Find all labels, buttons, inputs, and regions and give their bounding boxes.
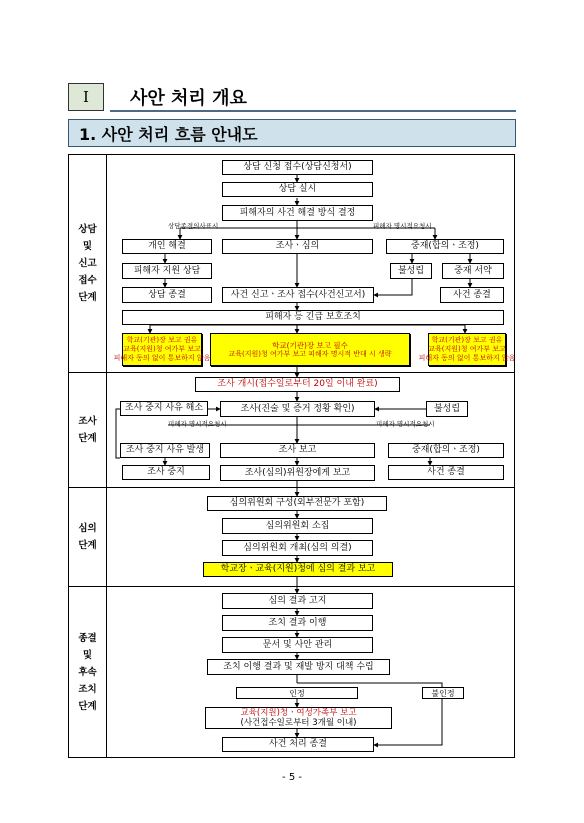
box-text: 심의위원회 개최(심의 의결) bbox=[243, 542, 352, 553]
case-closed-box-2 bbox=[388, 465, 504, 480]
note-line: 교육(지원)청 여가부 보고 피해자 명시적 반대 시 생략 bbox=[228, 349, 392, 358]
not-confirmed-box bbox=[422, 687, 464, 699]
chapter-number: Ⅰ bbox=[68, 83, 104, 111]
box-text: 상담 신청 접수(상담신청서) bbox=[243, 162, 352, 172]
suspension-occur-box bbox=[120, 443, 210, 458]
investigation-deliberation-box bbox=[222, 239, 373, 254]
box-text: 사건 종결 bbox=[453, 289, 491, 300]
consult-box bbox=[222, 182, 373, 197]
box-text: 불성립 bbox=[397, 265, 425, 276]
mediation-box bbox=[386, 239, 504, 254]
mediation-fail-box bbox=[390, 263, 432, 279]
note-line: 교육(지원)청 여가부 보고 bbox=[428, 345, 506, 353]
box-text: 조치 이행 결과 및 재발 방지 대책 수립 bbox=[223, 661, 374, 672]
box-text: 조사 중지 사유 발생 bbox=[125, 445, 205, 455]
page-number: - 5 - bbox=[282, 772, 302, 783]
box-text: 조사 보고 bbox=[278, 445, 317, 455]
note-line: 피해자 동의 없이 통보하지 않음 bbox=[418, 354, 516, 362]
box-text: 상담 실시 bbox=[278, 184, 317, 194]
box-text: 학교장ㆍ교육(지원)청에 심의 결과 보고 bbox=[220, 564, 376, 574]
committee-meeting-box bbox=[222, 540, 373, 556]
note-line: 학교(기관)장 보고 권유 bbox=[431, 336, 503, 344]
stage-text: 조사 단계 bbox=[78, 416, 97, 444]
victim-support-box bbox=[122, 263, 212, 279]
case-completion-box bbox=[222, 737, 374, 752]
investigation-report-box bbox=[220, 443, 375, 458]
confirmed-box bbox=[236, 687, 358, 699]
emergency-protection-box bbox=[122, 310, 504, 325]
box-text: 문서 및 사안 관리 bbox=[262, 639, 333, 650]
consult-request-box bbox=[222, 160, 373, 175]
note-line: 피해자 동의 없이 통보하지 않음 bbox=[113, 354, 211, 362]
consult-closed-box bbox=[122, 287, 212, 303]
box-text: 피해자의 사건 해결 방식 결정 bbox=[239, 207, 356, 218]
note-line: 학교(기관)장 보고 권유 bbox=[126, 336, 198, 344]
deliberation-report-box bbox=[203, 562, 393, 577]
box-text: (사건접수일로부터 3개월 이내) bbox=[240, 718, 357, 728]
ministry-report-box bbox=[205, 707, 392, 729]
box-text: 조사 중지 사유 해소 bbox=[124, 403, 204, 413]
box-text: 피해자 지원 상담 bbox=[133, 265, 201, 276]
note-victim-request-right: 피해자 명시적요청시 bbox=[376, 420, 435, 428]
box-text: 조사 개시(접수일로부터 20일 이내 완료) bbox=[217, 379, 378, 389]
prevention-plan-box bbox=[207, 659, 390, 675]
document-management-box bbox=[222, 637, 373, 653]
box-text: 개인 해결 bbox=[148, 241, 186, 251]
box-text: 사건 신고ㆍ조사 접수(사건신고서) bbox=[230, 289, 366, 300]
box-text: 조사(진술 및 증거 정황 확인) bbox=[240, 403, 355, 414]
box-text: 심의위원회 구성(외부전문가 포함) bbox=[229, 498, 365, 508]
investigation-box bbox=[220, 401, 375, 417]
box-text: 피해자 등 긴급 보호조치 bbox=[265, 312, 361, 322]
case-closed-box bbox=[440, 287, 504, 303]
note-victim-request: 피해자 명시적요청시 bbox=[373, 222, 432, 230]
box-text: 불성립 bbox=[433, 403, 461, 414]
box-text: 불인정 bbox=[431, 688, 455, 698]
individual-resolution-box bbox=[122, 239, 212, 254]
box-text: 교육(지원)청ㆍ여성가족부 보고 bbox=[240, 708, 357, 718]
measure-execution-box bbox=[222, 615, 373, 631]
box-text: 중재(합의ㆍ조정) bbox=[411, 241, 479, 251]
committee-convene-box bbox=[222, 518, 373, 534]
box-text: 사건 종결 bbox=[427, 467, 465, 477]
box-text: 인정 bbox=[289, 688, 305, 698]
note-line: 학교(기관)장 보고 필수 bbox=[272, 340, 348, 350]
mediation-box-2 bbox=[388, 443, 504, 458]
box-text: 사건 처리 종결 bbox=[269, 739, 327, 749]
stage-text: 종결 및 후속 조치 단계 bbox=[78, 632, 97, 712]
box-text: 심의 결과 고지 bbox=[268, 595, 327, 606]
box-text: 심의위원회 소집 bbox=[265, 520, 330, 531]
box-text: 조사ㆍ심의 bbox=[275, 241, 320, 251]
section-title-text: 1. 사안 처리 흐름 안내도 bbox=[79, 124, 258, 144]
box-text: 조치 결과 이행 bbox=[268, 617, 327, 628]
result-notice-box bbox=[222, 593, 373, 609]
stage-text: 심의 단계 bbox=[78, 523, 97, 551]
note-consult-end: 상담종결의사표시 bbox=[168, 222, 219, 230]
stage-text: 상담 및 신고 접수 단계 bbox=[78, 224, 97, 303]
report-receipt-box bbox=[222, 287, 374, 303]
box-text: 중재 서약 bbox=[454, 265, 492, 276]
report-recommend-right bbox=[418, 333, 516, 366]
suspension-resolved-box bbox=[120, 401, 208, 416]
box-text: 조사 중지 bbox=[147, 467, 185, 477]
investigation-start-box bbox=[195, 377, 400, 392]
chapter-title: 사안 처리 개요 bbox=[130, 88, 247, 109]
box-text: 조사(심의)위원장에게 보고 bbox=[244, 467, 351, 478]
mediation-pledge-box bbox=[442, 263, 504, 279]
report-mandatory-center bbox=[210, 333, 410, 366]
resolution-decision-box bbox=[222, 205, 373, 221]
box-text: 중재(합의ㆍ조정) bbox=[412, 445, 480, 455]
report-recommend-left bbox=[113, 333, 211, 366]
report-to-chair-box bbox=[220, 465, 375, 481]
investigation-fail-box bbox=[426, 401, 468, 417]
committee-formation-box bbox=[207, 496, 387, 511]
note-line: 교육(지원)청 여가부 보고 bbox=[123, 345, 201, 353]
note-victim-request-left: 피해자 명시적요청시 bbox=[168, 420, 227, 428]
investigation-suspended-box bbox=[122, 465, 210, 480]
box-text: 상담 종결 bbox=[148, 289, 186, 300]
